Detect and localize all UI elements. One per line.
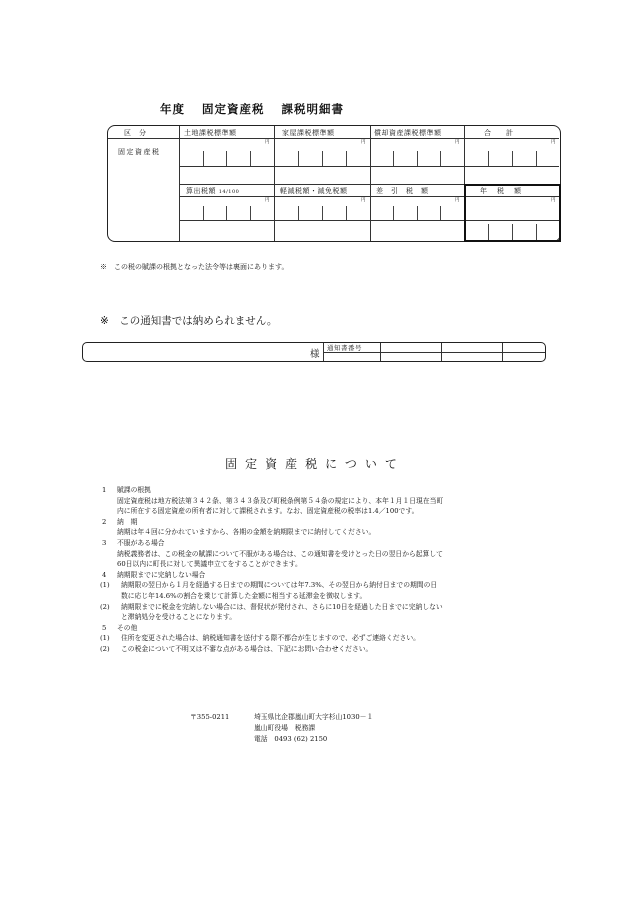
yen-mark: 円 (361, 198, 366, 203)
office-name: 嵐山町役場 税務課 (254, 724, 316, 732)
header-annual-tax: 年税額 (480, 187, 531, 195)
header-calculated-tax (186, 186, 239, 196)
title-tax: 固定資産税 (202, 102, 265, 116)
yen-mark: 円 (455, 140, 460, 145)
yen-mark: 円 (265, 140, 270, 145)
list-item: 4 納期限までに完納しない場合 (102, 570, 206, 579)
header-land: 土地課税標準額 (184, 129, 237, 137)
header-calculated-tax-label: 算出税額 (186, 187, 216, 195)
list-item: 3 不服がある場合 (102, 538, 165, 547)
title-year: 年度 (160, 102, 185, 116)
notice-number-label: 通知書番号 (327, 344, 362, 352)
document-title (160, 101, 356, 117)
postal-code: 〒355-0211 (190, 713, 230, 721)
yen-mark: 円 (551, 140, 556, 145)
yen-mark: 円 (265, 198, 270, 203)
list-item: 1 賦課の根拠 (102, 486, 151, 494)
calc-rate: 14/100 (218, 189, 240, 195)
title-detail: 課税明細書 (281, 102, 345, 116)
addressee-box (82, 342, 546, 362)
note-cannot-pay: ※ この通知書では納められません。 (100, 315, 278, 327)
yen-mark: 円 (361, 140, 366, 145)
list-item: 5 その他 (102, 623, 138, 632)
yen-mark: 円 (455, 198, 460, 203)
header-kubun: 区 分 (124, 129, 147, 137)
header-reduction: 軽減税額・減免税額 (280, 187, 348, 195)
note-legal-basis: ※ この税の賦課の根拠となった法令等は裏面にあります。 (100, 263, 289, 271)
about-title: 固定資産税について (225, 457, 405, 471)
annual-tax-box (464, 184, 561, 242)
header-balance: 差引税額 (376, 187, 436, 195)
header-depreciable: 償却資産課税標準額 (374, 129, 442, 137)
tax-detail-table (107, 125, 561, 242)
list-item: 2 納 期 (102, 517, 138, 526)
about-list: 1 賦課の根拠 固定資産税は地方税法第３４２条、第３４３条及び町税条例第５４条の規定により、本年１月１日現在当町 内に所在する固定資産の所有者に対して課税されます。なお、固定資産税の税率は1.4／100です。 2 納 期 納期は年４回に分かれていますから、各期の金額を納期限までに納付してください。 3 不服がある場合 納税義務者は、この税金の賦課について不服がある場合は、この通知書を受けとった日の翌日から起算して 60日以内に町長に対して異議申立てをすることができます。 4 納期限までに完納しない場合 (1) 納期限の翌日から１月を経過する日までの期間については年7.3%、その翌日から納付日までの期間の日 数に応じ年14.6%の割合を乗じて計算した金額に相当する延滞金を徴収します。 (2) 納期限までに税金を完納しない場合には、督促状が発付され、さらに10日を経過した日までに完納しない と滞納処分を受けることになります。 5 その他 (1) 住所を変更された場合は、納税通知書を送付する際不都合が生じますので、必ずご連絡ください。 (2) この税金について不明又は不審な点がある場合は、下記にお問い合わせください。 (100, 485, 570, 655)
yen-mark: 円 (551, 198, 556, 203)
header-house: 家屋課税標準額 (282, 129, 335, 137)
office-phone: 電話 0493 (62) 2150 (254, 735, 328, 743)
header-total: 合 計 (484, 129, 517, 137)
honorific-sama: 様 (310, 349, 320, 360)
row-label-fixed-asset-tax: 固定資産税 (118, 148, 161, 156)
office-address: 埼玉県比企郡嵐山町大字杉山1030－１ (254, 713, 374, 721)
